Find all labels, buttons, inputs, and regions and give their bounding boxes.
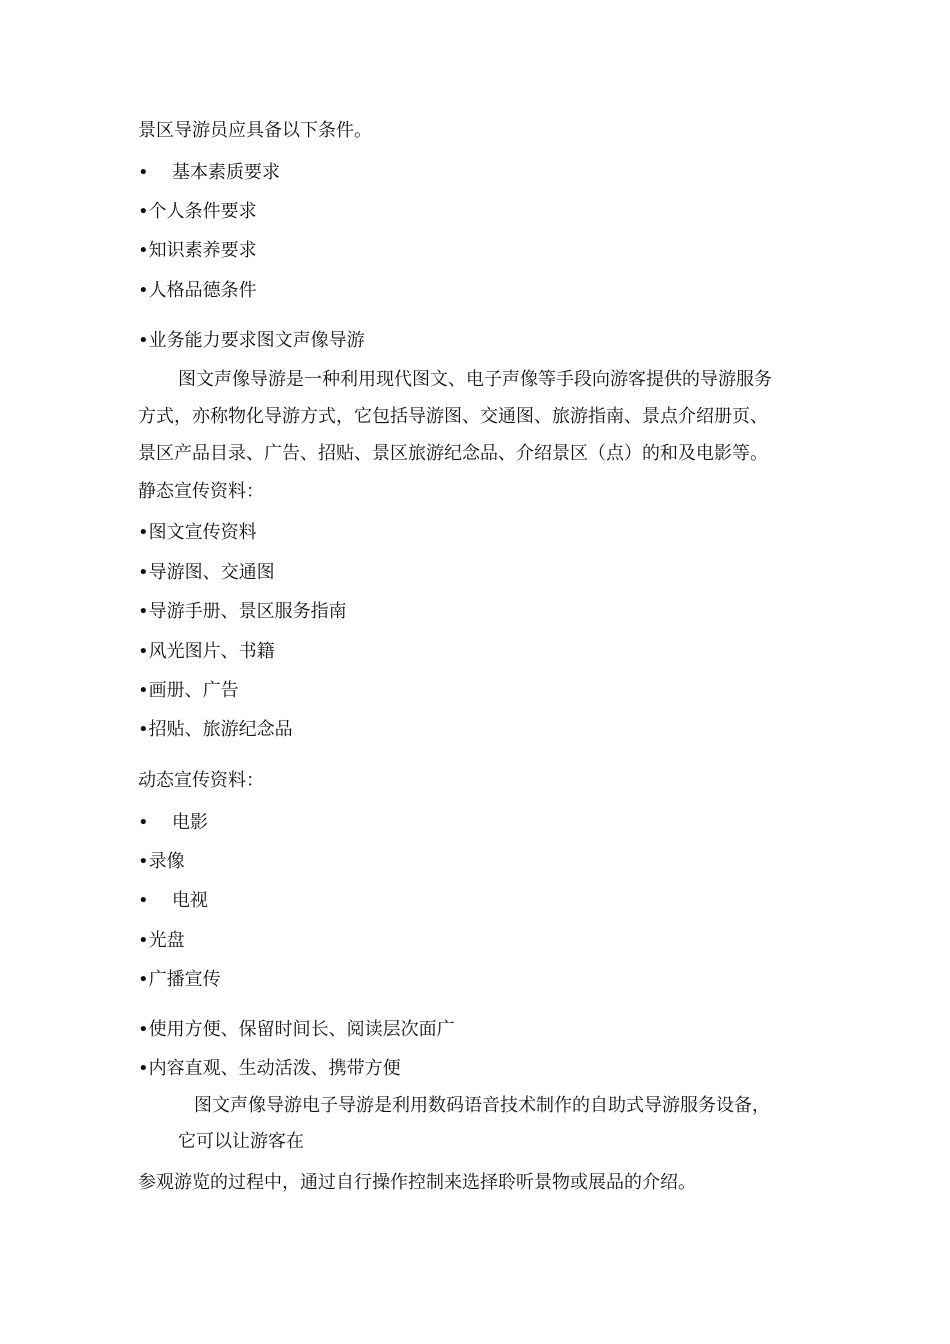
paragraph-line: 图文声像导游电子导游是利用数码语音技术制作的自助式导游服务设备， [194,1095,770,1116]
list-item-text: 光盘 [148,930,185,951]
bullet: • [138,1058,149,1079]
bullet: • [138,1019,149,1040]
list-item [138,522,257,544]
paragraph-line: 方式，亦称物化导游方式，它包括导游图、交通图、旅游指南、景点介绍册页、 [138,406,768,427]
list-item-text: 个人条件要求 [148,201,257,222]
list-item-text: 基本素质要求 [172,162,280,183]
list-item [138,562,275,584]
bullet: • [138,522,149,543]
list-item-text: 导游手册、景区服务指南 [148,601,347,622]
list-item [138,890,208,912]
paragraph-line: 图文声像导游是一种利用现代图文、电子声像等手段向游客提供的导游服务 [178,369,772,390]
static-heading: 静态宣传资料： [138,481,264,502]
list-item-text: 导游图、交通图 [148,562,275,583]
list-item-text: 电视 [172,890,208,911]
paragraph-line: 它可以让游客在 [178,1131,304,1152]
list-item-text: 图文宣传资料 [148,522,257,543]
bullet: • [138,812,149,833]
list-item [138,280,257,302]
list-item [138,1058,401,1080]
list-item-text: 业务能力要求图文声像导游 [148,330,365,351]
bullet: • [138,719,149,740]
paragraph-line: 参观游览的过程中，通过自行操作控制来选择聆听景物或展品的介绍。 [138,1172,696,1193]
bullet: • [138,851,149,872]
list-item [138,851,185,873]
list-item-text: 知识素养要求 [148,240,257,261]
bullet: • [138,680,149,701]
bullet: • [138,562,149,583]
list-item [138,680,239,702]
list-item [138,240,257,262]
list-item [138,162,280,184]
list-item-text: 画册、广告 [148,680,239,701]
intro-line: 景区导游员应具备以下条件。 [138,120,372,141]
list-item [138,930,185,952]
list-item-text: 内容直观、生动活泼、携带方便 [148,1058,401,1079]
bullet: • [138,641,149,662]
list-item [138,641,275,663]
list-item [138,601,347,623]
bullet: • [138,890,149,911]
dynamic-heading: 动态宣传资料： [138,770,264,791]
list-item-text: 录像 [148,851,185,872]
list-item-text: 使用方便、保留时间长、阅读层次面广 [148,1019,455,1040]
bullet: • [138,240,149,261]
bullet: • [138,201,149,222]
list-item [138,201,257,223]
list-item-text: 人格品德条件 [148,280,257,301]
bullet: • [138,330,149,351]
bullet: • [138,162,149,183]
list-item [138,812,208,834]
list-item-text: 电影 [172,812,208,833]
list-item [138,719,293,741]
list-item-text: 招贴、旅游纪念品 [148,719,293,740]
bullet: • [138,969,149,990]
list-item [138,969,221,991]
bullet: • [138,280,149,301]
list-item [138,1019,455,1041]
list-item-text: 风光图片、书籍 [148,641,275,662]
list-item [138,330,365,352]
list-item-text: 广播宣传 [148,969,221,990]
bullet: • [138,601,149,622]
paragraph-line: 景区产品目录、广告、招贴、景区旅游纪念品、介绍景区（点）的和及电影等。 [138,443,768,464]
bullet: • [138,930,149,951]
